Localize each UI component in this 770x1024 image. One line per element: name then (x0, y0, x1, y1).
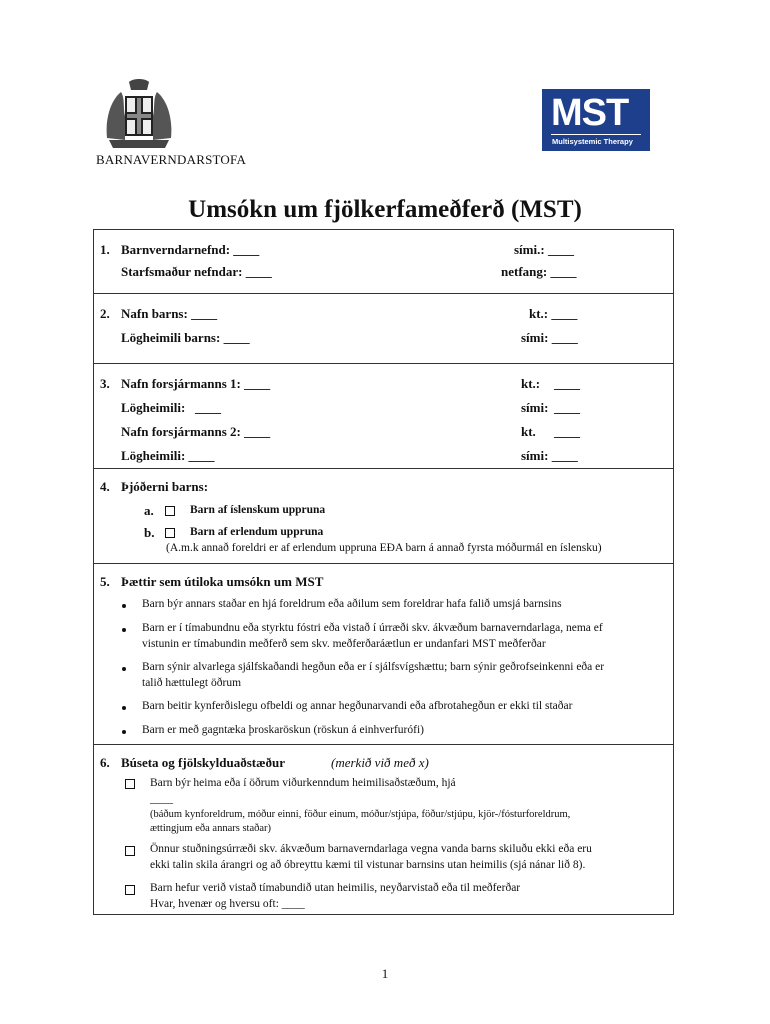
guardian1-phone-field[interactable]: ____ (554, 400, 580, 415)
section-number: 4. (100, 479, 110, 494)
placement-details-field[interactable]: Hvar, hvenær og hversu oft: ____ (150, 898, 305, 910)
option-note: (báðum kynforeldrum, móður einni, föður einum, móður/stjúpa, föður/stjúpu, kjör-/fósturforeldrum, (150, 809, 571, 820)
section-number: 6. (100, 755, 110, 770)
option-note-cont: ættingjum eða annars staðar) (150, 823, 272, 834)
logo-subtext: Multisystemic Therapy (552, 137, 633, 146)
guardian1-domicile-field[interactable]: ____ (195, 400, 221, 415)
section-number: 5. (100, 574, 110, 589)
child-name-field[interactable]: Nafn barns: ____ (121, 306, 218, 321)
logo-text: MST (551, 92, 629, 134)
child-phone-field[interactable]: sími: ____ (521, 330, 578, 345)
child-kt-field[interactable]: kt.: ____ (529, 306, 578, 321)
option-text: Barn býr heima eða í öðrum viðurkenndum heimilisaðstæðum, hjá (150, 777, 456, 789)
guardian1-phone-label: sími: (521, 400, 549, 415)
option-a-label: a. (144, 503, 154, 518)
guardian2-kt-label: kt. (521, 424, 536, 439)
section-5 (94, 563, 673, 736)
checkbox-other-support[interactable] (125, 846, 135, 856)
section-heading: Þjóðerni barns: (121, 479, 209, 494)
section-heading-note: (merkið við með x) (331, 755, 429, 770)
committee-field[interactable]: Barnverndarnefnd: ____ (121, 242, 260, 257)
section-6 (94, 744, 673, 910)
option-a-text: Barn af íslenskum uppruna (190, 504, 326, 516)
household-field[interactable]: ____ (150, 793, 173, 805)
bullet-icon (122, 604, 126, 608)
exclusion-item: Barn beitir kynferðislegu ofbeldi og annar hegðunarvandi eða afbrotahegðun er ekki til staðar (142, 700, 573, 712)
bullet-icon (122, 706, 126, 710)
bullet-icon (122, 628, 126, 632)
checkbox-foreign-origin[interactable] (165, 528, 175, 538)
agency-name: BARNAVERNDARSTOFA (96, 152, 247, 167)
application-form (93, 229, 674, 915)
coat-of-arms-logo (103, 78, 175, 152)
checkbox-icelandic-origin[interactable] (165, 506, 175, 516)
guardian1-domicile-label: Lögheimili: (121, 400, 186, 415)
section-number: 1. (100, 242, 110, 257)
guardian1-kt-field[interactable]: ____ (554, 376, 580, 391)
staff-email-field[interactable]: netfang: ____ (501, 264, 577, 279)
committee-phone-field[interactable]: sími.: ____ (514, 242, 574, 257)
section-2 (94, 293, 673, 345)
guardian1-name-field[interactable]: Nafn forsjármanns 1: ____ (121, 376, 271, 391)
guardian2-kt-field[interactable]: ____ (554, 424, 580, 439)
section-4 (94, 468, 673, 554)
guardian2-name-field[interactable]: Nafn forsjármanns 2: ____ (121, 424, 271, 439)
bullet-icon (122, 730, 126, 734)
section-number: 3. (100, 376, 110, 391)
form-title: Umsókn um fjölkerfameðferð (MST) (188, 196, 582, 223)
option-b-label: b. (144, 525, 155, 540)
staff-field[interactable]: Starfsmaður nefndar: ____ (121, 264, 272, 279)
section-3 (94, 363, 673, 463)
option-b-text: Barn af erlendum uppruna (190, 526, 324, 538)
exclusion-item: Barn er í tímabundnu eða styrktu fóstri eða vistað í úrræði skv. ákvæðum barnaverndarlaga, nema ef (142, 622, 603, 634)
section-number: 2. (100, 306, 110, 321)
guardian1-kt-label: kt.: (521, 376, 541, 391)
section-heading: Búseta og fjölskylduaðstæður (121, 755, 285, 770)
guardian2-phone-field[interactable]: sími: ____ (521, 448, 578, 463)
checkbox-placed-outside[interactable] (125, 885, 135, 895)
section-heading: Þættir sem útiloka umsókn um MST (121, 574, 324, 589)
child-domicile-field[interactable]: Lögheimili barns: ____ (121, 330, 250, 345)
option-text: Önnur stuðningsúrræði skv. ákvæðum barnaverndarlaga vegna vanda barns skiluðu ekki eða eru (150, 843, 592, 855)
option-text-cont: ekki talin skila árangri og að óbreyttu kæmi til vistunar barnsins utan heimilis (sjá nánar lið 8). (150, 859, 586, 871)
exclusion-item: Barn býr annars staðar en hjá foreldrum eða aðilum sem foreldrar hafa falið umsjá barnsins (142, 598, 562, 610)
mst-logo (542, 89, 650, 151)
guardian2-domicile-field[interactable]: Lögheimili: ____ (121, 448, 215, 463)
exclusion-item: Barn sýnir alvarlega sjálfskaðandi hegðun eða er í sjálfsvígshættu; barn sýnir geðrofseinkenni eða er (142, 661, 605, 673)
exclusion-item: Barn er með gagntæka þroskaröskun (röskun á einhverfurófi) (142, 724, 424, 736)
exclusion-item-cont: vistunin er tímabundin meðferð sem skv. meðferðaráætlun er undanfari MST meðferðar (142, 638, 546, 650)
option-b-note: (A.m.k annað foreldri er af erlendum uppruna EÐA barn á annað fyrsta móðurmál en íslensku) (166, 542, 602, 554)
option-text: Barn hefur verið vistað tímabundið utan heimilis, neyðarvistað eða til meðferðar (150, 882, 521, 894)
checkbox-lives-at-home[interactable] (125, 779, 135, 789)
exclusion-item-cont: talið hættulegt öðrum (142, 677, 242, 689)
bullet-icon (122, 667, 126, 671)
page-number: 1 (381, 966, 389, 981)
